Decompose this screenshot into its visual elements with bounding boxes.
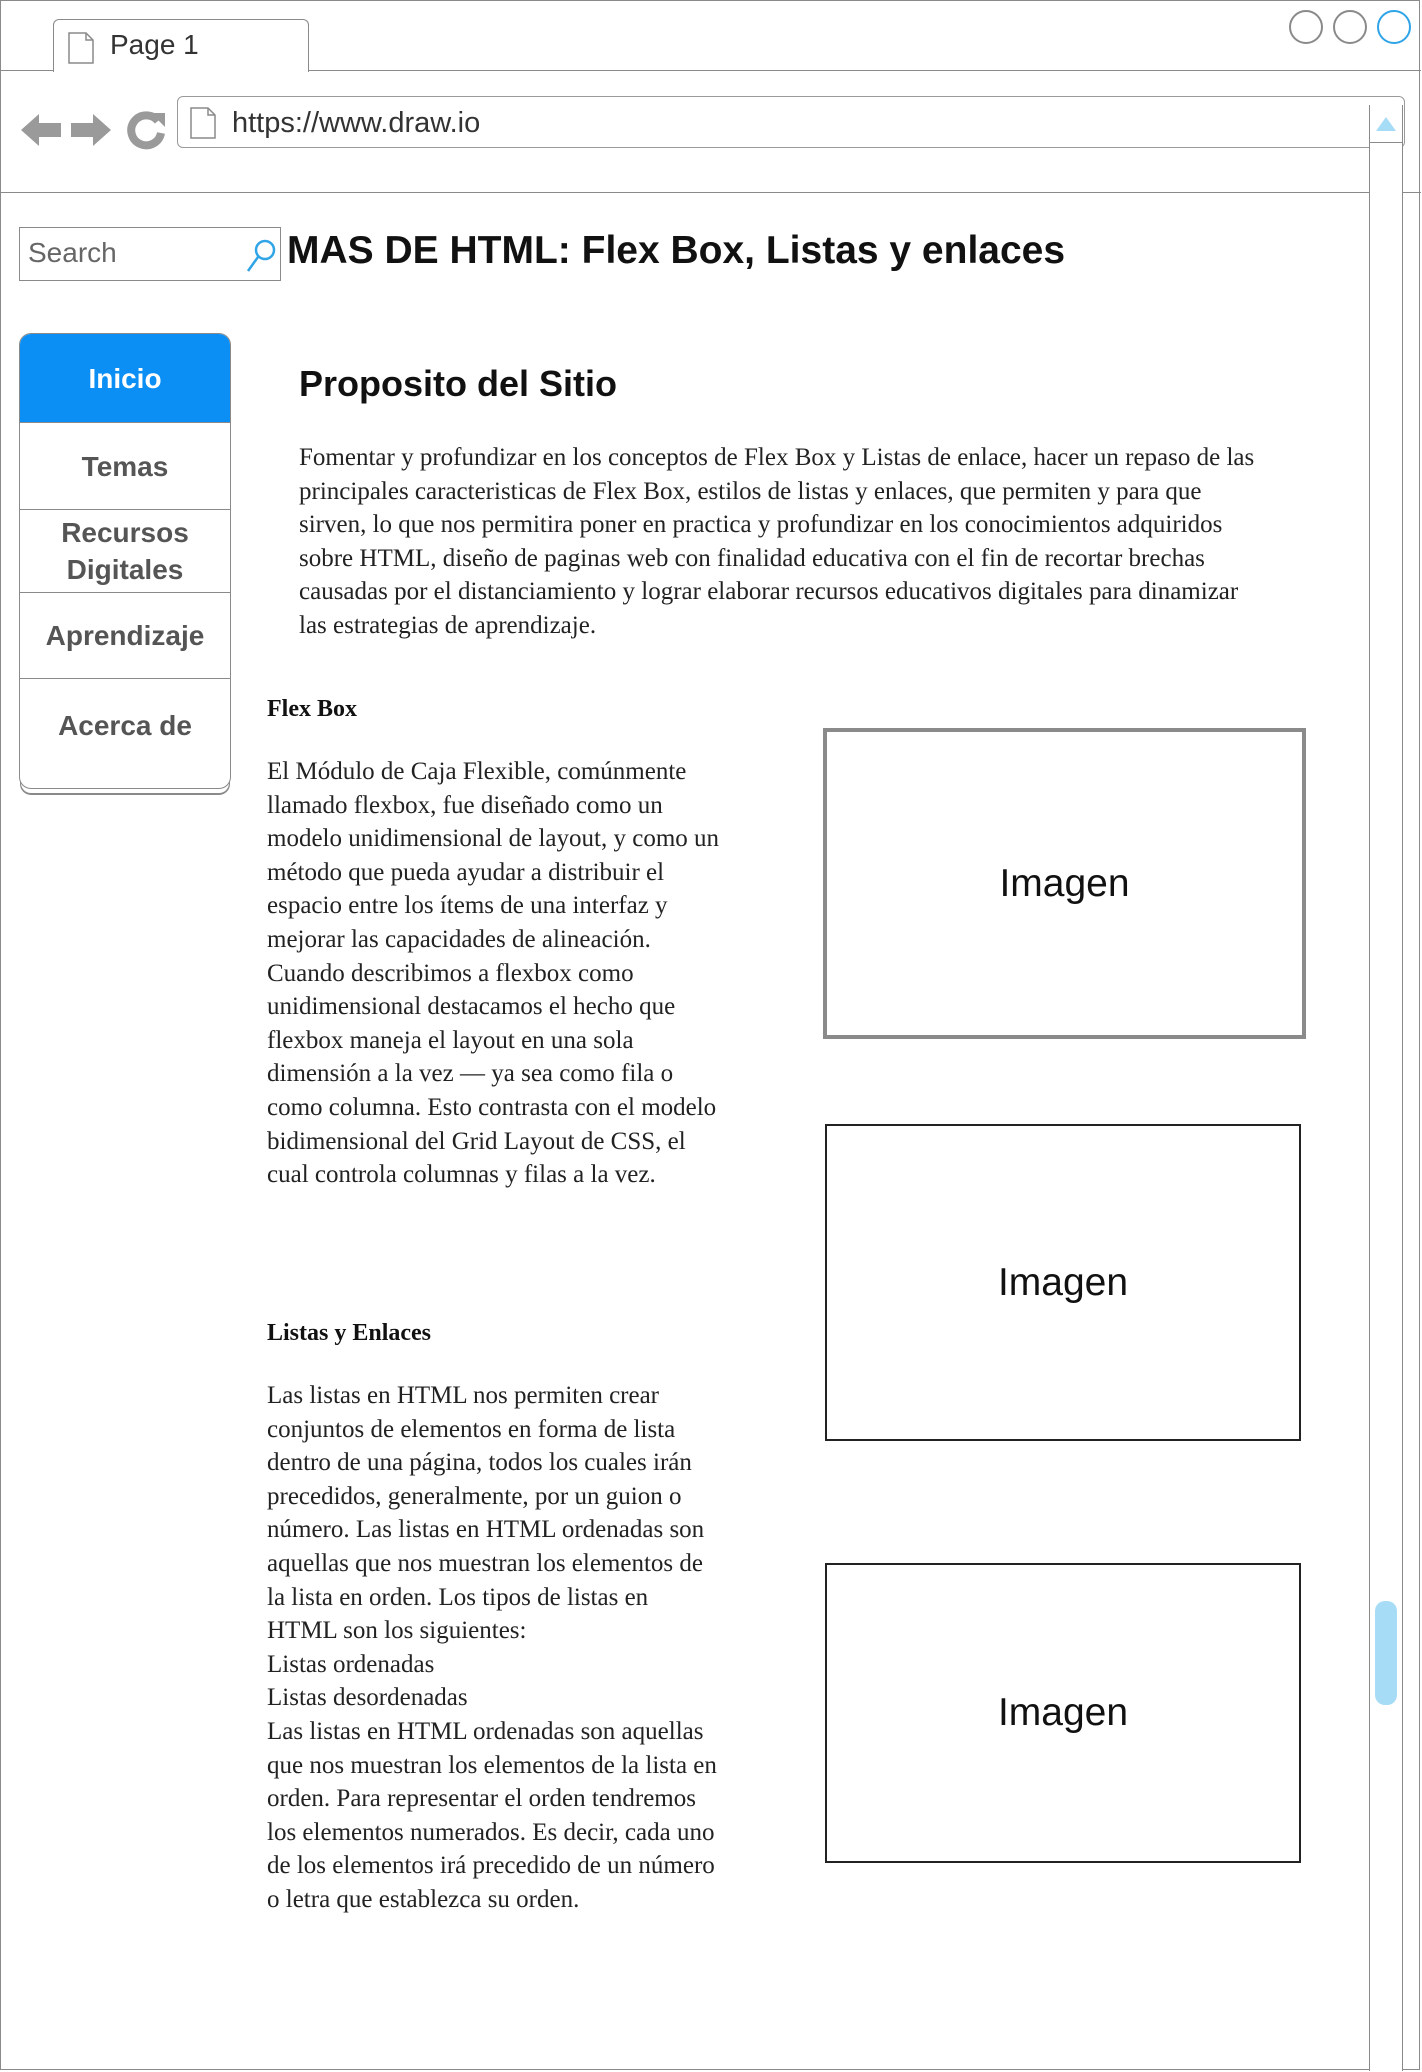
flexbox-heading: Flex Box: [267, 696, 357, 722]
window-control-close[interactable]: [1377, 10, 1411, 44]
window-control-maximize[interactable]: [1333, 10, 1367, 44]
scroll-up-button[interactable]: [1370, 105, 1402, 143]
image-placeholder: [823, 728, 1306, 1039]
image-placeholder: [825, 1124, 1301, 1441]
url-input[interactable]: [232, 107, 1132, 140]
search-input[interactable]: [28, 236, 228, 270]
image-placeholder-label: Imagen: [997, 1260, 1129, 1304]
scroll-up-arrow-icon: [1370, 105, 1402, 143]
reload-icon: [125, 109, 167, 151]
scrollbar-thumb[interactable]: [1375, 1601, 1397, 1705]
search-icon[interactable]: [246, 238, 278, 279]
lists-heading: Listas y Enlaces: [267, 1320, 432, 1346]
search-box[interactable]: [19, 227, 281, 281]
purpose-text: Fomentar y profundizar en los conceptos de Flex Box y Listas de enlace, hacer un repaso de las principales caracteristicas de Flex Box, estilos de listas y enlaces, que permiten y para que sirven, lo que nos permitira poner en practica y profundizar en los conocimientos adquiridos sobre HTML, diseño de paginas web con finalidad educativa con el fin de recortar brechas causadas por el distanciamiento y lograr elaborar recursos educativos digitales para dinamizar las estrategias de aprendizaje.: [299, 444, 1255, 639]
image-placeholder-label: Imagen: [999, 861, 1130, 905]
list-item: Listas desordenadas: [267, 1684, 468, 1712]
browser-tab[interactable]: [53, 19, 309, 72]
image-placeholder: [825, 1563, 1301, 1863]
flexbox-text: El Módulo de Caja Flexible, comúnmente llamado flexbox, fue diseñado como un modelo unidimensional de layout, y como un método que pueda ayudar a distribuir el espacio entre los ítems de una interfaz y mejorar las capacidades de alineación. Cuando describimos a flexbox como unidimensional destacamos el hecho que flexbox maneja el layout en una sola dimensión a la vez — ya sea como fila o como columna. Esto contrasta con el modelo bidimensional del Grid Layout de CSS, el cual controla columnas y filas a la vez.: [267, 758, 720, 1189]
address-bar[interactable]: [177, 96, 1405, 148]
reload-button[interactable]: [125, 109, 167, 154]
menu-item-acerca-de[interactable]: Acerca de: [58, 709, 192, 741]
navigation-bar: [1, 71, 1421, 193]
page-title: MAS DE HTML: Flex Box, Listas y enlaces: [287, 229, 1066, 272]
sidebar-menu: [19, 333, 231, 789]
purpose-heading: Proposito del Sitio: [299, 363, 618, 404]
lists-text: [267, 1379, 719, 1917]
back-arrow-icon: [19, 111, 63, 149]
back-button[interactable]: [19, 111, 63, 152]
menu-item-recursos-digitales[interactable]: Recursos Digitales: [61, 517, 189, 585]
menu-item-aprendizaje[interactable]: Aprendizaje: [45, 620, 205, 651]
forward-arrow-icon: [69, 111, 113, 149]
title-bar: [1, 1, 1421, 71]
page-icon: [68, 32, 94, 69]
forward-button[interactable]: [69, 111, 113, 152]
lists-paragraph: Las listas en HTML nos permiten crear conjuntos de elementos en forma de lista dentro de una página, todos los cuales irán precedidos, generalmente, por un guion o número. Las listas en HTML ordenadas son aquellas que nos muestran los elementos de la lista en orden. Los tipos de listas en HTML son los siguientes:: [267, 1382, 705, 1645]
menu-item-inicio[interactable]: Inicio: [20, 334, 230, 422]
image-placeholder-label: Imagen: [997, 1691, 1129, 1734]
menu-item-temas[interactable]: Temas: [81, 450, 169, 482]
lists-paragraph: Las listas en HTML ordenadas son aquellas que nos muestran los elementos de la lista en orden. Para representar el orden tendremos los elementos numerados. Es decir, cada uno de los elementos irá precedido de un número o letra que establezca su orden.: [267, 1717, 717, 1913]
vertical-scrollbar[interactable]: [1369, 105, 1403, 2071]
tab-label: Page 1: [110, 29, 199, 60]
window-control-minimize[interactable]: [1289, 10, 1323, 44]
list-item: Listas ordenadas: [267, 1650, 435, 1678]
page-icon: [190, 107, 216, 144]
